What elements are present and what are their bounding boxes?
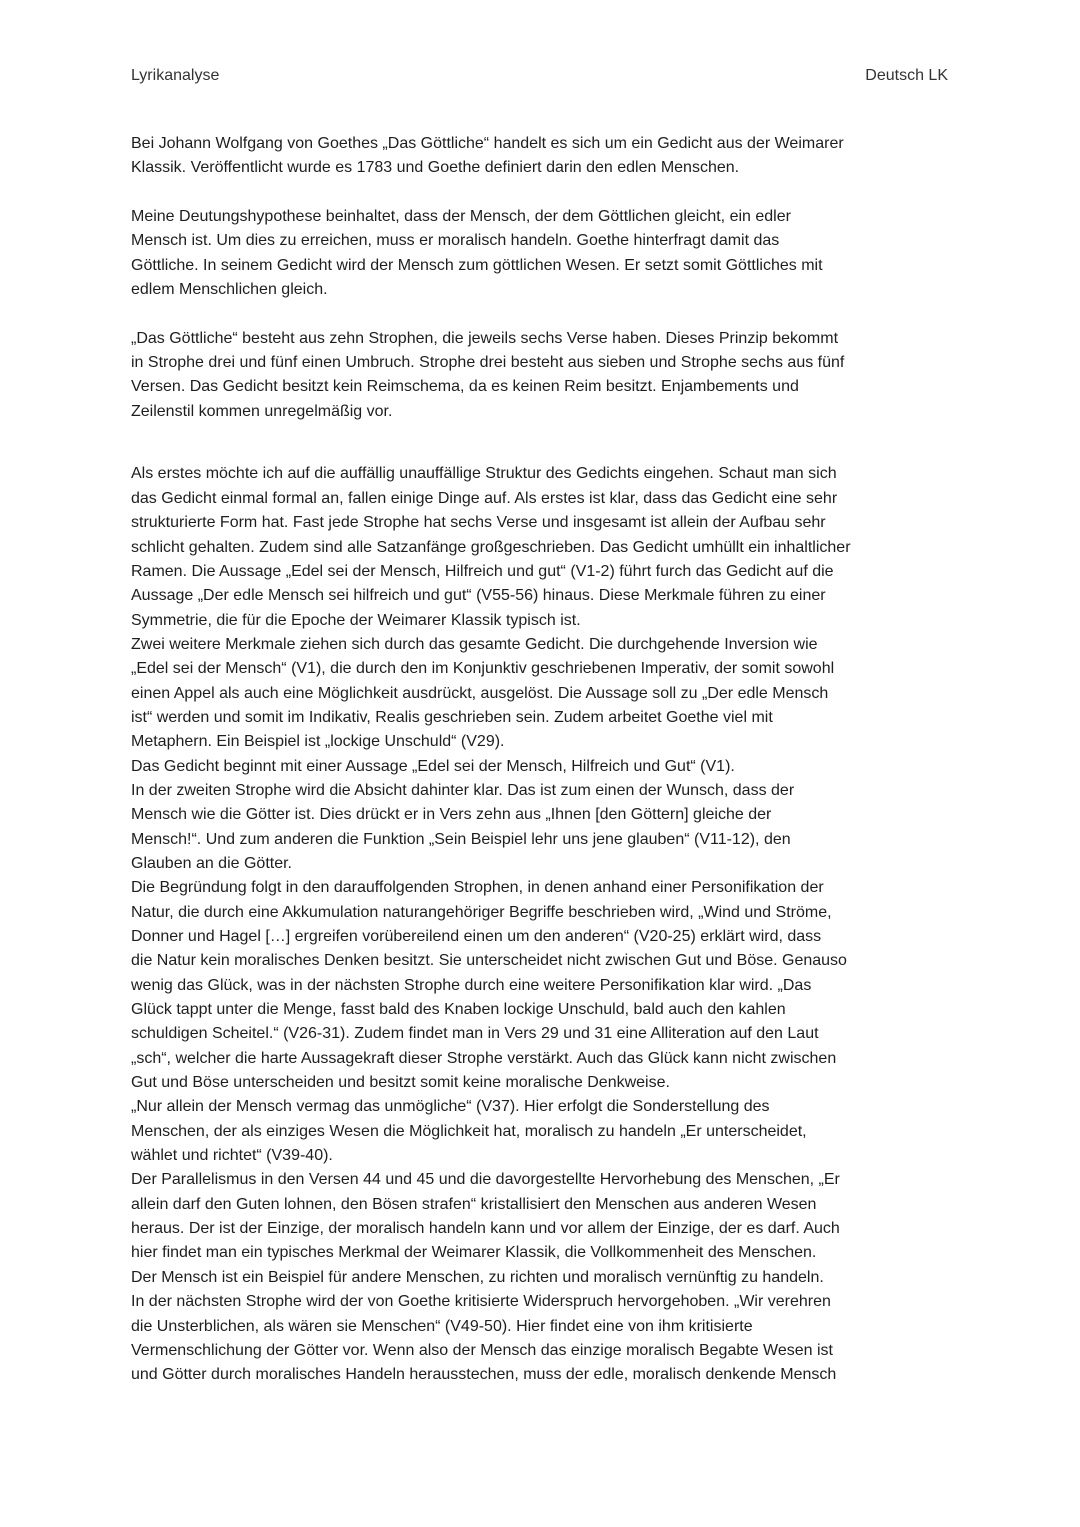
text-line: Die Begründung folgt in den darauffolgenden Strophen, in denen anhand einer Personifikation der: [131, 879, 824, 897]
text-line: edlem Menschlichen gleich.: [131, 281, 328, 299]
text-line: Symmetrie, die für die Epoche der Weimarer Klassik typisch ist.: [131, 611, 581, 629]
section-gap: [131, 448, 949, 462]
text-line: Bei Johann Wolfgang von Goethes „Das Göttliche“ handelt es sich um ein Gedicht aus der Weimarer: [131, 135, 844, 152]
paragraph: [131, 205, 949, 302]
text-line: strukturierte Form hat. Fast jede Strophe hat sechs Verse und insgesamt ist allein der Aufbau sehr: [131, 514, 826, 532]
text-line: Versen. Das Gedicht besitzt kein Reimschema, da es keinen Reim besitzt. Enjambements und: [131, 378, 799, 396]
text-line: die Natur kein moralisches Denken besitzt. Sie unterscheidet nicht zwischen Gut und Böse. Genauso: [131, 952, 847, 970]
text-line: das Gedicht einmal formal an, fallen einige Dinge auf. Als erstes ist klar, dass das Gedicht eine sehr: [131, 489, 838, 507]
paragraph: [131, 132, 949, 181]
text-line: Klassik. Veröffentlicht wurde es 1783 und Goethe definiert darin den edlen Menschen.: [131, 159, 740, 177]
text-line: hier findet man ein typisches Merkmal der Weimarer Klassik, die Vollkommenheit des Menschen.: [131, 1244, 817, 1262]
text-line: einen Appel als auch eine Möglichkeit ausdrückt, ausgelöst. Die Aussage soll zu „Der edle Mensch: [131, 684, 829, 702]
text-line: Vermenschlichung der Götter vor. Wenn also der Mensch das einzige moralisch Begabte Wesen ist: [131, 1341, 833, 1359]
header-left-title: Lyrikanalyse: [131, 67, 220, 84]
text-line: Natur, die durch eine Akkumulation naturangehöriger Begriffe beschrieben wird, „Wind und Ströme,: [131, 903, 832, 921]
document-body: [131, 132, 949, 1412]
text-line: wenig das Glück, was in der nächsten Strophe durch eine weitere Personifikation klar wird. „Das: [131, 976, 812, 994]
header-right-course: Deutsch LK: [865, 67, 948, 84]
text-line: Mensch!“. Und zum anderen die Funktion „Sein Beispiel lehr uns jene glauben“ (V11-12), den: [131, 830, 791, 848]
text-line: Der Mensch ist ein Beispiel für andere Menschen, zu richten und moralisch vernünftig zu handeln.: [131, 1268, 824, 1286]
paragraph: [131, 462, 949, 1387]
text-line: „Das Göttliche“ besteht aus zehn Strophen, die jeweils sechs Verse haben. Dieses Prinzip bekommt: [131, 329, 839, 347]
text-line: Mensch ist. Um dies zu erreichen, muss er moralisch handeln. Goethe hinterfragt damit das: [131, 232, 780, 250]
text-line: In der nächsten Strophe wird der von Goethe kritisierte Widerspruch hervorgehoben. „Wir verehren: [131, 1293, 831, 1311]
text-line: allein darf den Guten lohnen, den Bösen strafen“ kristallisiert den Menschen aus anderen Wesen: [131, 1195, 817, 1213]
text-line: Gut und Böse unterscheiden und besitzt somit keine moralische Denkweise.: [131, 1074, 670, 1092]
text-line: Der Parallelismus in den Versen 44 und 45 und die davorgestellte Hervorhebung des Menschen, „Er: [131, 1171, 840, 1189]
text-line: Donner und Hagel […] ergreifen vorübereilend einen um den anderen“ (V20-25) erklärt wird, dass: [131, 928, 822, 945]
text-line: schuldigen Scheitel.“ (V26-31). Zudem findet man in Vers 29 und 31 eine Alliteration auf den Laut: [131, 1025, 819, 1043]
text-line: schlicht gehalten. Zudem sind alle Satzanfänge großgeschrieben. Das Gedicht umhüllt ein inhaltlicher: [131, 538, 851, 556]
text-line: „Nur allein der Mensch vermag das unmögliche“ (V37). Hier erfolgt die Sonderstellung des: [131, 1098, 770, 1116]
text-line: Göttliche. In seinem Gedicht wird der Mensch zum göttlichen Wesen. Er setzt somit Göttliches mit: [131, 256, 823, 274]
text-line: Meine Deutungshypothese beinhaltet, dass der Mensch, der dem Göttlichen gleicht, ein edler: [131, 208, 791, 226]
text-line: Metaphern. Ein Beispiel ist „lockige Unschuld“ (V29).: [131, 733, 505, 751]
text-line: Aussage „Der edle Mensch sei hilfreich und gut“ (V55-56) hinaus. Diese Merkmale führen zu einer: [131, 587, 826, 605]
text-line: „sch“, welcher die harte Aussagekraft dieser Strophe verstärkt. Auch das Glück kann nicht zwischen: [131, 1049, 837, 1067]
text-line: Als erstes möchte ich auf die auffällig unauffällige Struktur des Gedichts eingehen. Schaut man sich: [131, 465, 837, 483]
text-line: „Edel sei der Mensch“ (V1), die durch den im Konjunktiv geschriebenen Imperativ, der somit sowohl: [131, 660, 835, 678]
text-line: Zwei weitere Merkmale ziehen sich durch das gesamte Gedicht. Die durchgehende Inversion wie: [131, 635, 818, 653]
text-line: Mensch wie die Götter ist. Dies drückt er in Vers zehn aus „Ihnen [den Göttern] gleiche der: [131, 806, 772, 824]
text-line: Das Gedicht beginnt mit einer Aussage „Edel sei der Mensch, Hilfreich und Gut“ (V1).: [131, 757, 735, 775]
text-line: Glück tappt unter die Menge, fasst bald des Knaben lockige Unschuld, bald auch den kahlen: [131, 1001, 786, 1019]
text-line: in Strophe drei und fünf einen Umbruch. Strophe drei besteht aus sieben und Strophe sechs aus fünf: [131, 354, 845, 372]
text-line: wählet und richtet“ (V39-40).: [131, 1147, 333, 1165]
text-line: In der zweiten Strophe wird die Absicht dahinter klar. Das ist zum einen der Wunsch, dass der: [131, 781, 795, 799]
paragraph: [131, 327, 949, 424]
text-line: Menschen, der als einziges Wesen die Möglichkeit hat, moralisch zu handeln „Er unterscheidet,: [131, 1122, 807, 1140]
text-line: Zeilenstil kommen unregelmäßig vor.: [131, 402, 393, 420]
text-line: und Götter durch moralisches Handeln herausstechen, muss der edle, moralisch denkende Mensch: [131, 1366, 837, 1384]
page-header: [131, 64, 948, 88]
text-line: die Unsterblichen, als wären sie Menschen“ (V49-50). Hier findet eine von ihm kritisierte: [131, 1317, 753, 1335]
text-line: ist“ werden und somit im Indikativ, Realis geschrieben sein. Zudem arbeitet Goethe viel mit: [131, 708, 773, 726]
text-line: heraus. Der ist der Einzige, der moralisch handeln kann und vor allem der Einzige, der es darf. Auch: [131, 1220, 840, 1238]
text-line: Glauben an die Götter.: [131, 854, 292, 872]
text-line: Ramen. Die Aussage „Edel sei der Mensch, Hilfreich und gut“ (V1-2) führt furch das Gedicht auf die: [131, 562, 834, 580]
